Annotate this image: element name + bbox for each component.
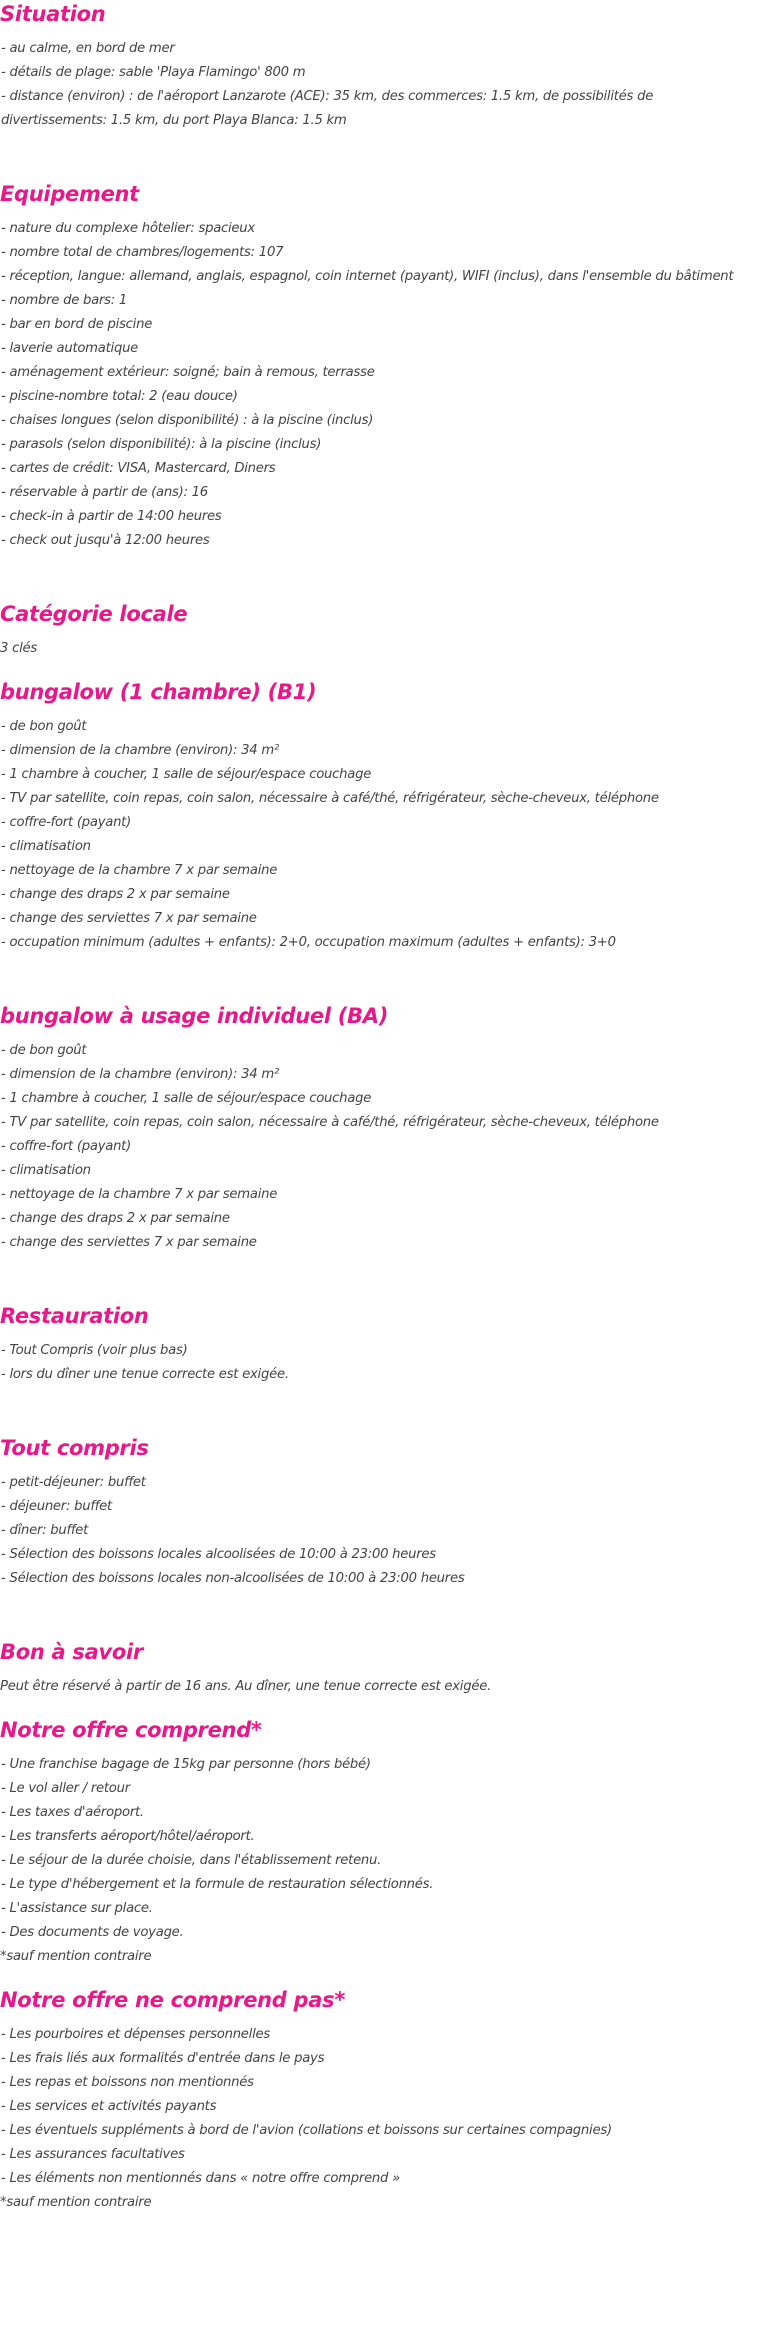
section-title: Notre offre ne comprend pas* <box>0 1988 346 2012</box>
list-item: - dîner: buffet <box>1 1523 89 1538</box>
section-lines <box>0 37 758 133</box>
list-item: - 1 chambre à coucher, 1 salle de séjour/espace couchage <box>1 767 372 782</box>
list-item: - de bon goût <box>1 719 87 734</box>
list-item: - de bon goût <box>1 1043 87 1058</box>
section-lines <box>0 637 758 661</box>
list-item: - Des documents de voyage. <box>1 1925 184 1940</box>
list-item: *sauf mention contraire <box>0 1949 152 1964</box>
section-lines <box>0 1339 758 1387</box>
list-item: - chaises longues (selon disponibilité) : à la piscine (inclus) <box>1 413 374 428</box>
section-title: Equipement <box>0 182 139 206</box>
section-title: Notre offre comprend* <box>0 1718 262 1742</box>
list-item: - TV par satellite, coin repas, coin salon, nécessaire à café/thé, réfrigérateur, sèche-cheveux, téléphone <box>1 791 659 806</box>
list-item: - cartes de crédit: VISA, Mastercard, Diners <box>1 461 276 476</box>
list-item: - Le type d'hébergement et la formule de restauration sélectionnés. <box>1 1877 434 1892</box>
list-item: - piscine-nombre total: 2 (eau douce) <box>1 389 238 404</box>
section-title: bungalow (1 chambre) (B1) <box>0 680 317 704</box>
section-lines <box>0 1039 758 1255</box>
list-item: - L'assistance sur place. <box>1 1901 153 1916</box>
list-item: *sauf mention contraire <box>0 2195 152 2210</box>
section-title: Catégorie locale <box>0 602 188 626</box>
list-item: - Le séjour de la durée choisie, dans l'établissement retenu. <box>1 1853 382 1868</box>
section-tout-compris <box>0 1434 758 1591</box>
section-title: Situation <box>0 2 106 26</box>
list-item: - climatisation <box>1 839 91 854</box>
list-item: - laverie automatique <box>1 341 139 356</box>
list-item: - change des serviettes 7 x par semaine <box>1 911 257 926</box>
list-item: - réservable à partir de (ans): 16 <box>1 485 208 500</box>
list-item: - nettoyage de la chambre 7 x par semaine <box>1 1187 278 1202</box>
list-item: 3 clés <box>0 641 37 656</box>
section-bungalow-ba <box>0 1002 758 1255</box>
list-item: - nettoyage de la chambre 7 x par semaine <box>1 863 278 878</box>
list-item: - dimension de la chambre (environ): 34 m² <box>1 1067 280 1082</box>
list-item: - lors du dîner une tenue correcte est exigée. <box>1 1367 289 1382</box>
list-item: - Sélection des boissons locales alcoolisées de 10:00 à 23:00 heures <box>1 1547 436 1562</box>
section-bungalow-b1 <box>0 678 758 955</box>
list-item: - Les assurances facultatives <box>1 2147 185 2162</box>
list-item: - check out jusqu'à 12:00 heures <box>1 533 210 548</box>
list-item: - 1 chambre à coucher, 1 salle de séjour/espace couchage <box>1 1091 372 1106</box>
list-item: - nombre de bars: 1 <box>1 293 128 308</box>
list-item: - au calme, en bord de mer <box>1 41 175 56</box>
list-item: - Les éventuels suppléments à bord de l'avion (collations et boissons sur certaines compagnies) <box>1 2123 612 2138</box>
list-item: - change des draps 2 x par semaine <box>1 887 230 902</box>
section-restauration <box>0 1302 758 1387</box>
section-offre-ne-comprend-pas <box>0 1986 758 2215</box>
list-item: - dimension de la chambre (environ): 34 m² <box>1 743 280 758</box>
list-item: - Les frais liés aux formalités d'entrée dans le pays <box>1 2051 325 2066</box>
list-item: - détails de plage: sable 'Playa Flamingo' 800 m <box>1 65 306 80</box>
section-lines <box>0 715 758 955</box>
section-bon-a-savoir <box>0 1638 758 1699</box>
list-item: - coffre-fort (payant) <box>1 815 132 830</box>
list-item: - bar en bord de piscine <box>1 317 153 332</box>
list-item: - aménagement extérieur: soigné; bain à remous, terrasse <box>1 365 375 380</box>
section-situation <box>0 0 758 133</box>
section-lines <box>0 2023 758 2215</box>
list-item: - Les repas et boissons non mentionnés <box>1 2075 254 2090</box>
list-item: - change des serviettes 7 x par semaine <box>1 1235 257 1250</box>
list-item: - Sélection des boissons locales non-alcoolisées de 10:00 à 23:00 heures <box>1 1571 465 1586</box>
list-item: - Les éléments non mentionnés dans « notre offre comprend » <box>1 2171 400 2186</box>
list-item: - TV par satellite, coin repas, coin salon, nécessaire à café/thé, réfrigérateur, sèche-cheveux, téléphone <box>1 1115 659 1130</box>
list-item: - climatisation <box>1 1163 91 1178</box>
list-item: - check-in à partir de 14:00 heures <box>1 509 222 524</box>
section-equipement <box>0 180 758 553</box>
list-item: - nombre total de chambres/logements: 107 <box>1 245 284 260</box>
section-title: Bon à savoir <box>0 1640 143 1664</box>
list-item: - réception, langue: allemand, anglais, espagnol, coin internet (payant), WIFI (inclus), dans l'ensemble du bâtiment <box>1 269 734 284</box>
list-item: - Le vol aller / retour <box>1 1781 130 1796</box>
section-title: Restauration <box>0 1304 149 1328</box>
list-item: - déjeuner: buffet <box>1 1499 112 1514</box>
section-lines <box>0 1675 758 1699</box>
list-item: - change des draps 2 x par semaine <box>1 1211 230 1226</box>
list-item: - petit-déjeuner: buffet <box>1 1475 146 1490</box>
section-lines <box>0 1471 758 1591</box>
section-title: bungalow à usage individuel (BA) <box>0 1004 389 1028</box>
section-categorie <box>0 600 758 661</box>
list-item: - coffre-fort (payant) <box>1 1139 132 1154</box>
list-item: - distance (environ) : de l'aéroport Lanzarote (ACE): 35 km, des commerces: 1.5 km, de possibilités de divertissements: 1.5 km, du port Playa Blanca: 1.5 km <box>1 89 654 128</box>
section-lines <box>0 1753 758 1969</box>
section-offre-comprend <box>0 1716 758 1969</box>
section-lines <box>0 217 758 553</box>
list-item: Peut être réservé à partir de 16 ans. Au dîner, une tenue correcte est exigée. <box>0 1679 492 1694</box>
list-item: - occupation minimum (adultes + enfants): 2+0, occupation maximum (adultes + enfants): 3+0 <box>1 935 616 950</box>
list-item: - nature du complexe hôtelier: spacieux <box>1 221 255 236</box>
section-title: Tout compris <box>0 1436 149 1460</box>
list-item: - Les taxes d'aéroport. <box>1 1805 144 1820</box>
list-item: - Les services et activités payants <box>1 2099 217 2114</box>
list-item: - Les pourboires et dépenses personnelles <box>1 2027 270 2042</box>
list-item: - Une franchise bagage de 15kg par personne (hors bébé) <box>1 1757 371 1772</box>
list-item: - Les transferts aéroport/hôtel/aéroport. <box>1 1829 255 1844</box>
list-item: - Tout Compris (voir plus bas) <box>1 1343 188 1358</box>
list-item: - parasols (selon disponibilité): à la piscine (inclus) <box>1 437 322 452</box>
